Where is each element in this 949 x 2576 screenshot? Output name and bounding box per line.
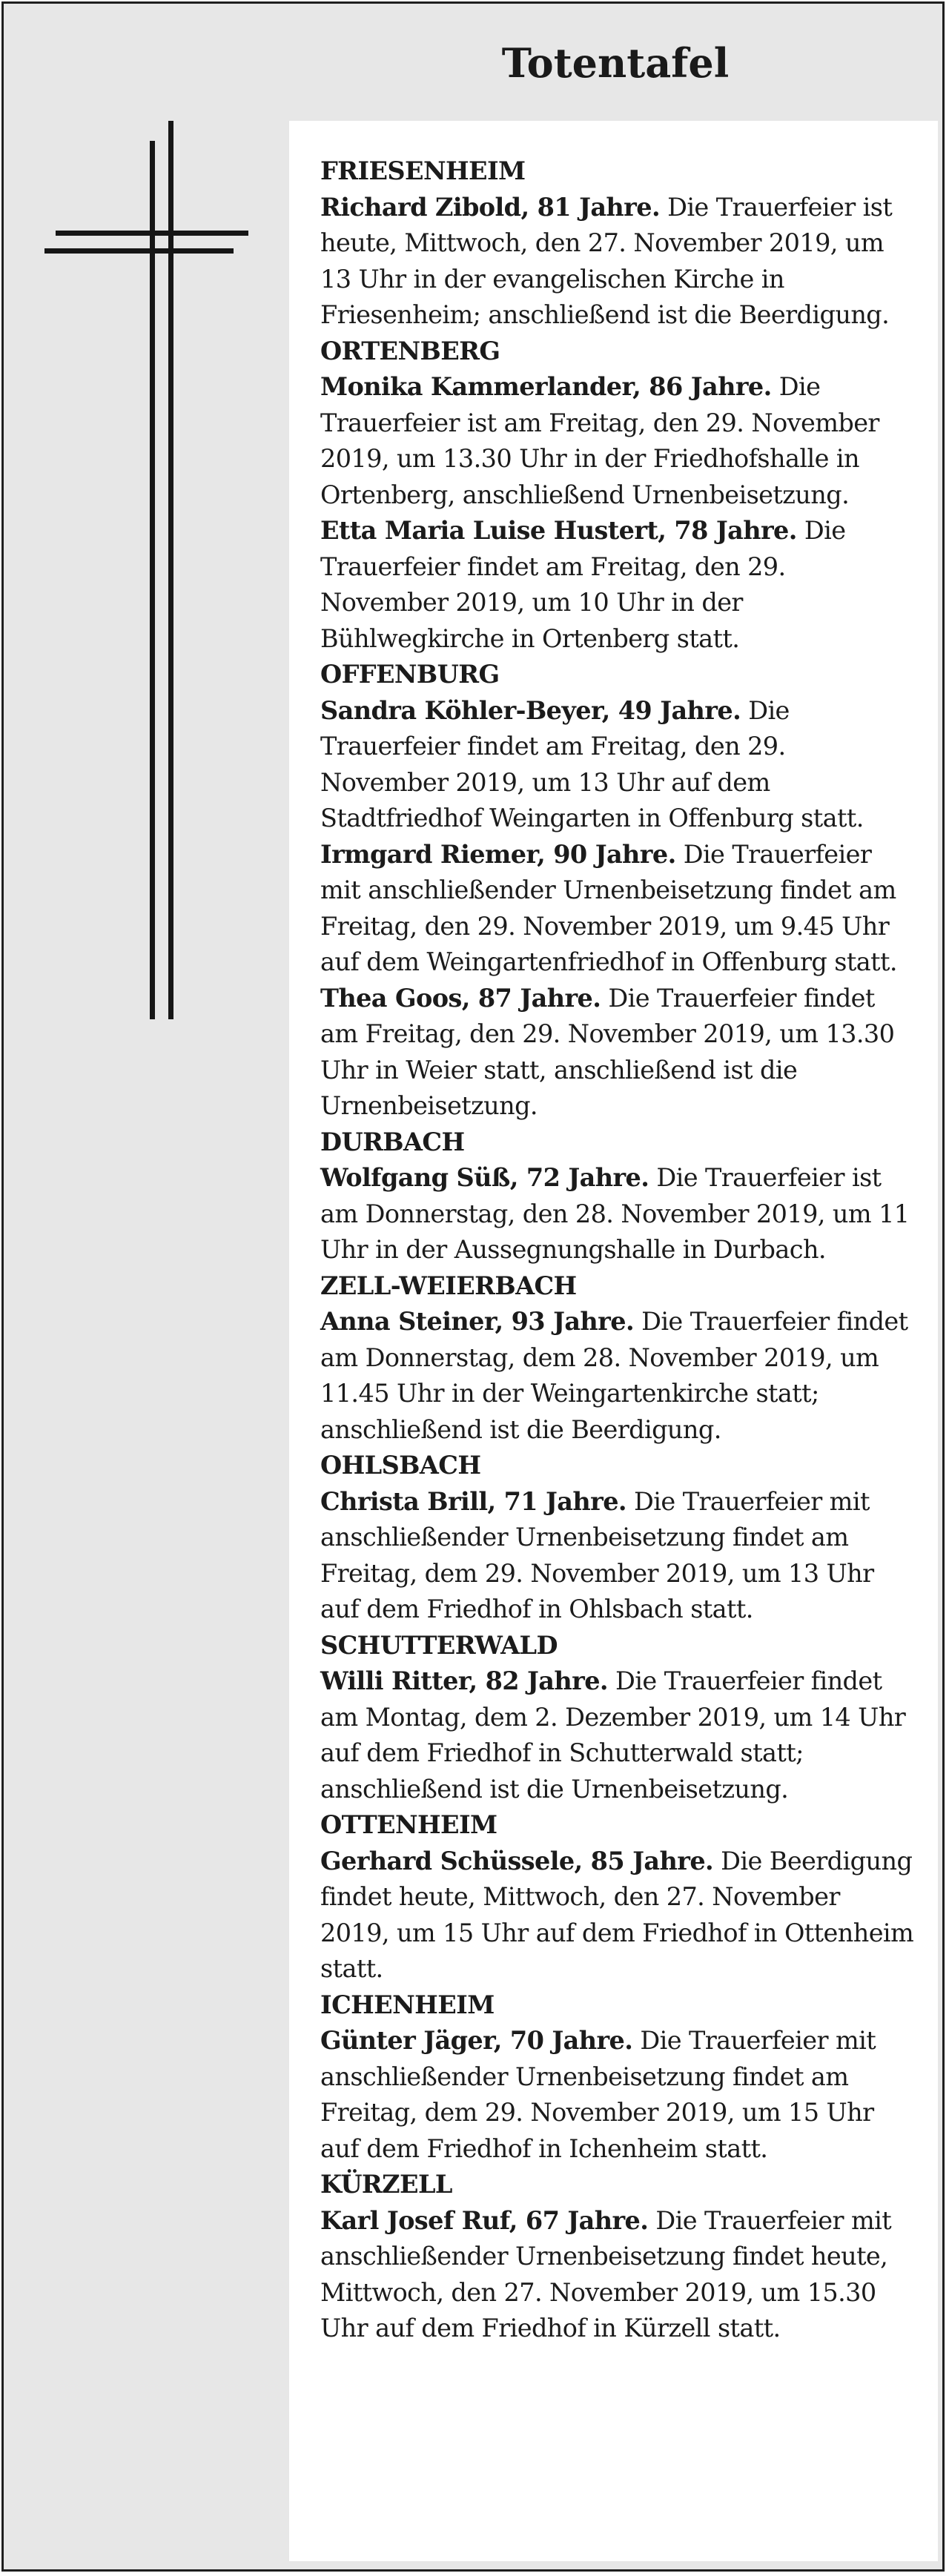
obituary-entry [320,369,916,513]
place-heading: KÜRZELL [320,2170,452,2199]
place-heading: ORTENBERG [320,336,500,365]
deceased-name: Gerhard Schüssele, 85 Jahre. [320,1846,714,1875]
service-details: Die Trauerfeier findet am Donnerstag, dem 28. November 2019, um 11.45 Uhr in der Weingartenkirche statt; anschließend ist die Beerdigung. [320,1307,908,1444]
service-details: Die Trauerfeier findet am Freitag, den 29. November 2019, um 10 Uhr in der Bühlwegkirche in Ortenberg statt. [320,516,846,653]
deceased-name: Günter Jäger, 70 Jahre. [320,2026,633,2055]
place-heading: FRIESENHEIM [320,156,526,185]
deceased-name: Richard Zibold, 81 Jahre. [320,192,661,222]
deceased-name: Karl Josef Ruf, 67 Jahre. [320,2205,649,2235]
service-details: Die Trauerfeier mit anschließender Urnenbeisetzung findet am Freitag, den 29. November 2019, um 9.45 Uhr auf dem Weingartenfriedhof in Offenburg statt. [320,839,897,976]
obituary-entry [320,1663,916,1807]
service-details: Die Trauerfeier ist heute, Mittwoch, den 27. November 2019, um 13 Uhr in der evangelischen Kirche in Friesenheim; anschließend ist die Beerdigung. [320,192,893,329]
obituary-entry [320,1844,916,1987]
service-details: Die Trauerfeier mit anschließender Urnenbeisetzung findet am Freitag, dem 29. November 2019, um 15 Uhr auf dem Friedhof in Ichenheim statt. [320,2026,876,2163]
deceased-name: Etta Maria Luise Hustert, 78 Jahre. [320,516,797,545]
obituary-entry [320,1160,916,1268]
obituary-entry [320,1304,916,1448]
place-heading: OHLSBACH [320,1451,481,1480]
deceased-name: Thea Goos, 87 Jahre. [320,983,601,1013]
place-heading: SCHUTTERWALD [320,1630,558,1660]
service-details: Die Trauerfeier findet am Freitag, den 29. November 2019, um 13.30 Uhr in Weier statt, anschließend ist die Urnenbeisetzung. [320,983,895,1120]
obituary-list [289,121,938,2561]
obituary-entry [320,2203,916,2347]
service-details: Die Trauerfeier mit anschließender Urnenbeisetzung findet heute, Mittwoch, den 27. November 2019, um 15.30 Uhr auf dem Friedhof in Kürzell statt. [320,2205,892,2342]
obituary-entry [320,981,916,1125]
service-details: Die Trauerfeier mit anschließender Urnenbeisetzung findet am Freitag, dem 29. November 2019, um 13 Uhr auf dem Friedhof in Ohlsbach statt. [320,1486,874,1623]
obituary-entry [320,1484,916,1628]
deceased-name: Irmgard Riemer, 90 Jahre. [320,839,676,869]
obituary-entry [320,837,916,981]
service-details: Die Trauerfeier ist am Freitag, den 29. November 2019, um 13.30 Uhr in der Friedhofshalle in Ortenberg, anschließend Urnenbeisetzung. [320,372,879,509]
service-details: Die Beerdigung findet heute, Mittwoch, den 27. November 2019, um 15 Uhr auf dem Friedhof in Ottenheim statt. [320,1846,914,1983]
obituary-entry [320,513,916,657]
place-heading: OFFENBURG [320,660,500,689]
deceased-name: Christa Brill, 71 Jahre. [320,1486,626,1516]
deceased-name: Willi Ritter, 82 Jahre. [320,1666,608,1695]
service-details: Die Trauerfeier ist am Donnerstag, den 28. November 2019, um 11 Uhr in der Aussegnungshalle in Durbach. [320,1163,910,1264]
deceased-name: Anna Steiner, 93 Jahre. [320,1307,635,1336]
deceased-name: Wolfgang Süß, 72 Jahre. [320,1163,649,1192]
service-details: Die Trauerfeier findet am Freitag, den 29. November 2019, um 13 Uhr auf dem Stadtfriedhof Weingarten in Offenburg statt. [320,695,864,832]
obituary-notice [1,1,945,2572]
place-heading: DURBACH [320,1127,465,1156]
service-details: Die Trauerfeier findet am Montag, dem 2. Dezember 2019, um 14 Uhr auf dem Friedhof in Schutterwald statt; anschließend ist die Urnenbeisetzung. [320,1666,906,1804]
deceased-name: Sandra Köhler-Beyer, 49 Jahre. [320,695,741,725]
obituary-entry [320,190,916,334]
obituary-entry [320,693,916,837]
page-title: Totentafel [501,39,730,87]
deceased-name: Monika Kammerlander, 86 Jahre. [320,372,772,401]
place-heading: OTTENHEIM [320,1810,497,1839]
place-heading: ICHENHEIM [320,1990,495,2019]
obituary-entry [320,2023,916,2167]
place-heading: ZELL-WEIERBACH [320,1271,577,1300]
